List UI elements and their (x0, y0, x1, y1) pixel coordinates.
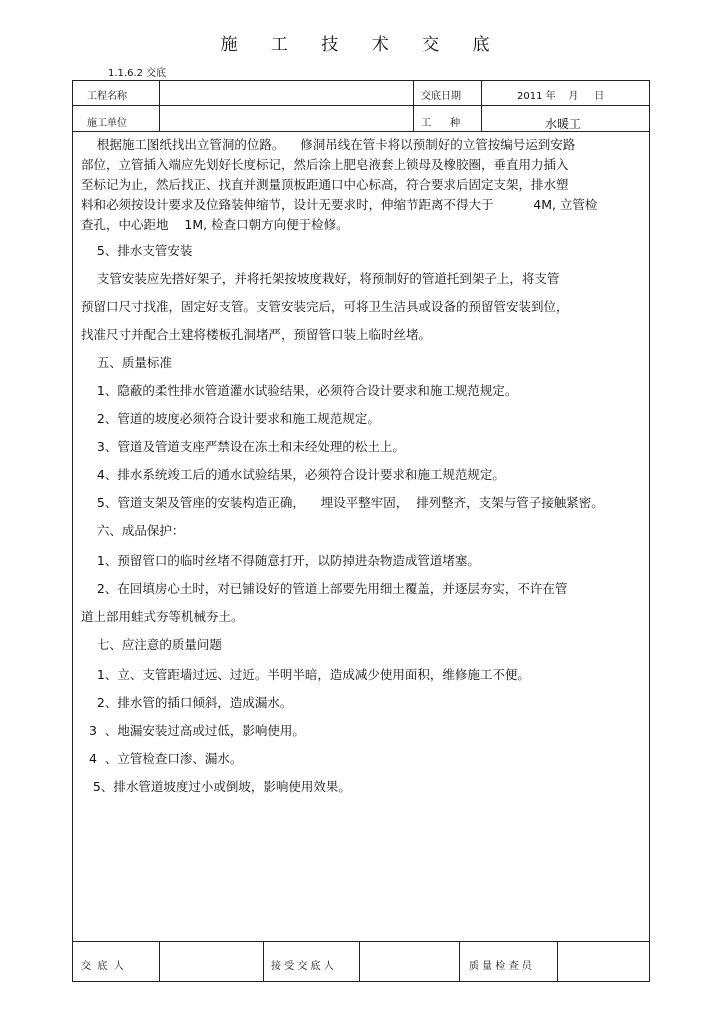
construction-unit-label: 施工单位 (87, 118, 127, 129)
content-line: 部位，立管插入端应先划好长度标记，然后涂上肥皂液套上锁母及橡胶圈，垂直用力插入 (81, 157, 569, 172)
content-line: 支管安装应先搭好架子，并将托架按坡度栽好，将预制好的管道托到架子上，将支管 (81, 271, 560, 286)
column-divider (159, 941, 160, 982)
content-line: 料和必须按设计要求及位臵装伸缩节，设计无要求时，伸缩节距离不得大于 4M, 立管检 (81, 197, 598, 212)
content-line: 预留口尺寸找准，固定好支管。支管安装完后，可将卫生洁具或设备的预留管安装到位， (81, 299, 569, 314)
content-heading: 5、排水支管安装 (81, 243, 193, 258)
date-field[interactable]: 2011 年 月 日 (517, 91, 605, 102)
receiver-label: 接 受 交 底 人 (271, 961, 334, 972)
content-line: 3、管道及管道支座严禁设在冻土和未经处理的松土上。 (81, 439, 405, 454)
disclosure-form (72, 80, 650, 982)
column-divider (263, 941, 264, 982)
column-divider (481, 81, 482, 131)
content-line: 查孔，中心距地 1M, 检查口朝方向便于检修。 (81, 217, 349, 232)
content-line: 2、排水管的插口倾斜，造成漏水。 (81, 695, 293, 710)
project-name-label: 工程名称 (87, 91, 127, 102)
date-label: 交底日期 (421, 91, 461, 102)
section-number: 1.1.6.2 交底 (108, 68, 167, 79)
trade-label: 工 种 (421, 118, 461, 129)
content-line: 找准尺寸并配合土建将楼板孔洞堵严，预留管口装上临时丝堵。 (81, 327, 432, 342)
column-divider (159, 81, 160, 131)
column-divider (359, 941, 360, 982)
content-line: 2、管道的坡度必须符合设计要求和施工规范规定。 (81, 411, 380, 426)
content-line: 1、立、支管距墙过远、过近。半明半暗，造成减少使用面积，维修施工不便。 (81, 667, 530, 682)
content-line: 1、预留管口的临时丝堵不得随意打开，以防掉进杂物造成管道堵塞。 (81, 553, 480, 568)
content-line: 道上部用蛙式夯等机械夯土。 (81, 609, 244, 624)
content-heading: 五、质量标准 (81, 355, 172, 370)
column-divider (413, 81, 414, 131)
column-divider (459, 941, 460, 982)
trade-field[interactable]: 水暖工 (545, 117, 582, 131)
content-heading: 六、成品保护： (81, 523, 185, 538)
content-line: 4、排水系统竣工后的通水试验结果，必须符合设计要求和施工规范规定。 (81, 467, 505, 482)
content-line: 2、在回填房心土时，对已铺设好的管道上部要先用细土覆盖，并逐层夯实，不许在管 (81, 581, 568, 596)
page-title: 施 工 技 术 交 底 (220, 35, 504, 55)
content-line: 3 、地漏安装过高或过低，影响使用。 (81, 723, 305, 738)
presenter-label: 交 底 人 (81, 961, 124, 972)
column-divider (557, 941, 558, 982)
content-line: 5、管道支架及管座的安装构造正确， 埋设平整牢固， 排列整齐，支架与管子接触紧密。 (81, 495, 604, 510)
content-line: 4 、立管检查口渗、漏水。 (81, 751, 243, 766)
content-heading: 七、应注意的质量问题 (81, 637, 222, 652)
content-line: 1、隐蔽的柔性排水管道灌水试验结果，必须符合设计要求和施工规范规定。 (81, 383, 518, 398)
content-line: 5、排水管道坡度过小或倒坡，影响使用效果。 (81, 779, 351, 794)
inspector-label: 质 量 检 查 员 (469, 961, 532, 972)
content-line: 根据施工图纸找出立管洞的位路。 修洞吊线在管卡将以预制好的立管按编号运到安路 (81, 137, 576, 152)
content-line: 至标记为止，然后找正、找直并测量顶板距通口中心标高，符合要求后固定支架，排水塑 (81, 177, 569, 192)
